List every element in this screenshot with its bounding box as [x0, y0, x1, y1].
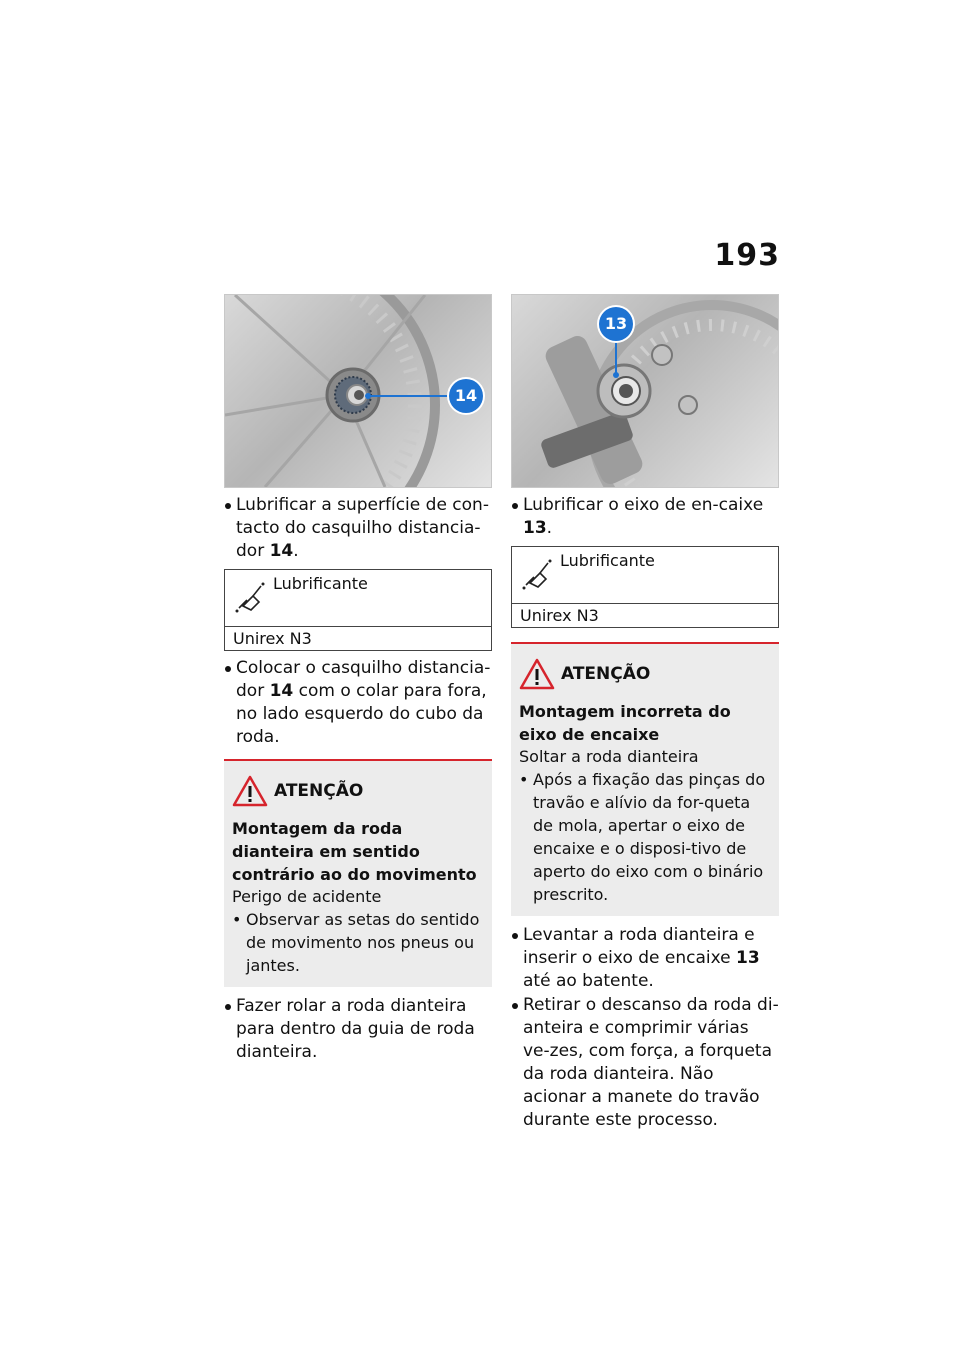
- left-step-lubricate-surface: [224, 494, 492, 563]
- warning-item: • Observar as setas do sentido de movimento nos pneus ou jantes.: [232, 908, 484, 977]
- warning-list: [232, 908, 484, 977]
- lubricant-box-left: [224, 569, 492, 651]
- right-step-remove-stand: Retirar o descanso da roda di-anteira e comprimir várias ve-zes, com força, a forqueta da roda dianteira. Não acionar a manete do travão durante este processo.: [511, 994, 779, 1132]
- callout-14: 14: [449, 379, 483, 413]
- lubricant-label: Lubrificante: [560, 551, 655, 570]
- right-steps-a: [511, 494, 779, 540]
- right-column: [511, 294, 779, 1133]
- left-step-place-spacer: [224, 657, 492, 749]
- right-step1-ref: 13: [523, 518, 547, 538]
- left-column: [224, 294, 492, 1065]
- left-step2-pre: Colocar o casquilho distancia-dor: [236, 658, 491, 701]
- warning-box-right: [511, 642, 779, 916]
- oil-can-icon: [233, 580, 267, 614]
- left-steps-c: [224, 995, 492, 1064]
- lubricant-value: Unirex N3: [520, 606, 599, 625]
- quick-axle-illustration: [512, 295, 779, 487]
- warning-text: Soltar a roda dianteira: [519, 747, 699, 766]
- figure-wheel-hub: [224, 294, 492, 488]
- right-steps-b: [511, 924, 779, 1132]
- figure-quick-axle: [511, 294, 779, 488]
- right-step2-post: até ao batente.: [523, 971, 654, 991]
- page-number: 193: [714, 238, 780, 273]
- right-step1-tail: .: [546, 518, 553, 538]
- left-step2-post: com o colar para fora, no lado esquerdo do cubo da roda.: [236, 681, 487, 747]
- left-step1-ref: 14: [269, 541, 294, 561]
- right-step2-pre: Levantar a roda dianteira e inserir o eixo de encaixe: [523, 925, 755, 968]
- left-steps-b: [224, 657, 492, 749]
- lubricant-label: Lubrificante: [273, 574, 368, 593]
- warning-title: ATENÇÃO: [561, 664, 651, 684]
- warning-text: Perigo de acidente: [232, 887, 382, 906]
- left-steps-a: [224, 494, 492, 563]
- right-step-lubricate-axle: [511, 494, 779, 540]
- callout-13: 13: [599, 307, 633, 341]
- warning-box-left: [224, 759, 492, 987]
- warning-item: • Após a fixação das pinças do travão e alívio da for-queta de mola, apertar o eixo de encaixe e o disposi-tivo de aperto do eixo com o binário prescrito.: [519, 768, 771, 906]
- lubricant-box-right: [511, 546, 779, 628]
- left-step-roll-wheel: Fazer rolar a roda dianteira para dentro da guia de roda dianteira.: [224, 995, 492, 1064]
- warning-subtitle: Montagem incorreta do eixo de encaixe: [519, 702, 731, 744]
- warning-subtitle: Montagem da roda dianteira em sentido contrário ao do movimento: [232, 819, 477, 884]
- right-step-lift-wheel: [511, 924, 779, 993]
- left-step1-text: Lubrificar a superfície de con-tacto do casquilho distancia-dor: [236, 495, 489, 561]
- left-step2-ref: 14: [269, 681, 294, 701]
- warning-triangle-icon: [232, 775, 268, 807]
- oil-can-icon: [520, 557, 554, 591]
- lubricant-value: Unirex N3: [233, 629, 312, 648]
- warning-title: ATENÇÃO: [274, 781, 364, 801]
- right-step1-text: Lubrificar o eixo de en-caixe: [523, 495, 764, 515]
- left-step1-tail: .: [293, 541, 299, 561]
- right-step2-ref: 13: [736, 948, 760, 968]
- warning-list: [519, 768, 771, 906]
- warning-triangle-icon: [519, 658, 555, 690]
